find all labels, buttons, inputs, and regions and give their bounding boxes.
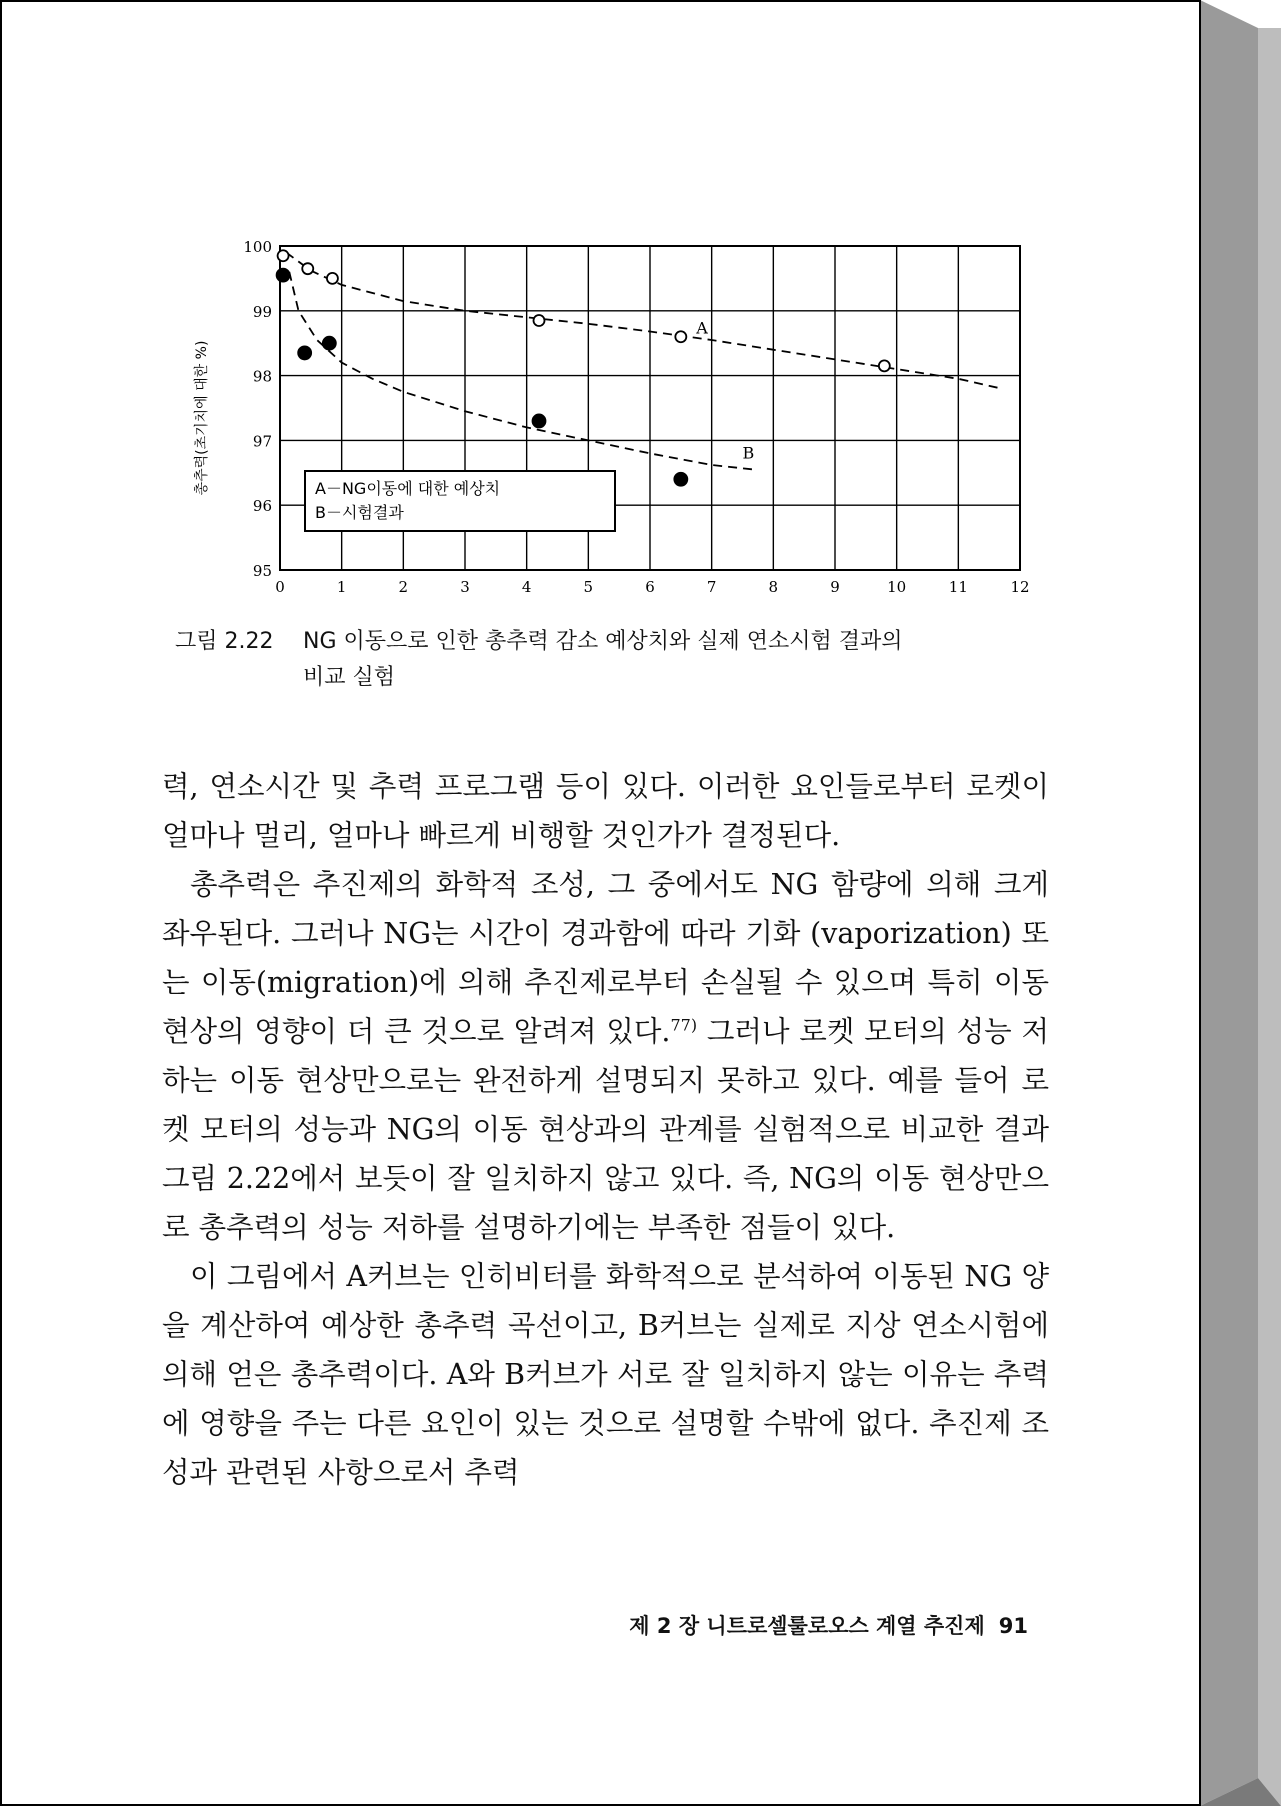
y-tick-label: 99	[252, 302, 272, 321]
paragraph-3: 이 그림에서 A커브는 인히비터를 화학적으로 분석하여 이동된 NG 양을 계산하여 예상한 총추력 곡선이고, B커브는 실제로 지상 연소시험에 의해 얻은 총추력이다. A와 B커브가 서로 잘 일치하지 않는 이유는 추력에 영향을 주는 다른 요인이 있는 것으로 설명할 수밖에 없다. 추진제 조성과 관련된 사항으로서 추력	[162, 1260, 1049, 1489]
page-number: 91	[998, 1614, 1028, 1638]
x-tick-label: 9	[830, 578, 840, 596]
caption-line-1: NG 이동으로 인한 총추력 감소 예상치와 실제 연소시험 결과의	[303, 629, 903, 654]
running-footer	[520, 1610, 1028, 1640]
point-series-b	[323, 337, 336, 350]
body-text	[162, 762, 1049, 1497]
y-tick-label: 96	[252, 497, 272, 516]
legend-entry-a: A－NG이동에 대한 예상치	[315, 479, 501, 498]
point-series-b	[298, 346, 311, 359]
x-tick-label: 5	[583, 578, 594, 596]
x-tick-label: 12	[1010, 578, 1030, 596]
curve-a-label: A	[696, 318, 708, 338]
caption-number: 그림 2.22	[175, 629, 274, 654]
x-tick-label: 11	[948, 578, 968, 596]
legend-entry-b: B－시험결과	[315, 503, 404, 522]
point-series-b	[277, 269, 290, 282]
caption-line-2: 비교 실험	[303, 665, 396, 690]
y-tick-label: 95	[252, 562, 272, 580]
y-tick-label: 100	[243, 238, 272, 256]
paragraph-2	[162, 860, 1049, 1252]
y-tick-label: 98	[252, 367, 272, 386]
x-tick-label: 3	[460, 578, 470, 596]
x-tick-label: 0	[275, 578, 285, 596]
chapter-title: 제 2 장 니트로셀룰로오스 계열 추진제	[629, 1614, 985, 1638]
chart-fit-curves	[286, 253, 1001, 470]
paragraph-2-part-2: 그러나 로켓 모터의 성능 저하는 이동 현상만으로는 완전하게 설명되지 못하고 있다. 예를 들어 로켓 모터의 성능과 NG의 이동 현상과의 관계를 실험적으로 비교한 결과 그림 2.22에서 보듯이 잘 일치하지 않고 있다. 즉, NG의 이동 현상만으로 총추력의 성능 저하를 설명하기에는 부족한 점들이 있다.	[162, 1015, 1050, 1244]
point-series-a	[278, 250, 289, 261]
x-tick-label: 4	[521, 578, 532, 596]
x-tick-label: 10	[887, 578, 907, 596]
x-tick-label: 6	[645, 578, 655, 596]
y-axis-label: 총추력(초기치에 대한 %)	[194, 340, 210, 496]
x-tick-label: 1	[336, 578, 347, 596]
chart-ticks	[243, 238, 1029, 596]
reference-77: 77)	[670, 1015, 698, 1035]
x-tick-label: 7	[706, 578, 717, 596]
point-series-a	[302, 263, 313, 274]
point-series-a	[327, 273, 338, 284]
paragraph-2-part-1: 총추력은 추진제의 화학적 조성, 그 중에서도 NG 함량에 의해 크게 좌우된다. 그러나 NG는 시간이 경과함에 따라 기화 (vaporization) 또는 이동(migration)에 의해 추진제로부터 손실될 수 있으며 특히 이동 현상의 영향이 더 큰 것으로 알려져 있다.	[162, 868, 1049, 1048]
point-series-a	[675, 331, 686, 342]
point-series-a	[879, 360, 890, 371]
curve-b-label: B	[742, 443, 755, 463]
x-tick-label: 2	[398, 578, 409, 596]
point-series-b	[674, 473, 687, 486]
point-series-a	[534, 315, 545, 326]
point-series-b	[533, 414, 546, 427]
figure-caption	[175, 624, 1065, 696]
thrust-chart	[190, 228, 1040, 608]
y-tick-label: 97	[252, 432, 272, 451]
chart-points	[277, 250, 890, 486]
x-tick-label: 8	[768, 578, 779, 596]
fit-curve-a	[286, 253, 1001, 389]
paragraph-1: 력, 연소시간 및 추력 프로그램 등이 있다. 이러한 요인들로부터 로켓이 얼마나 멀리, 얼마나 빠르게 비행할 것인가가 결정된다.	[162, 770, 1049, 852]
chart-legend	[305, 471, 615, 531]
